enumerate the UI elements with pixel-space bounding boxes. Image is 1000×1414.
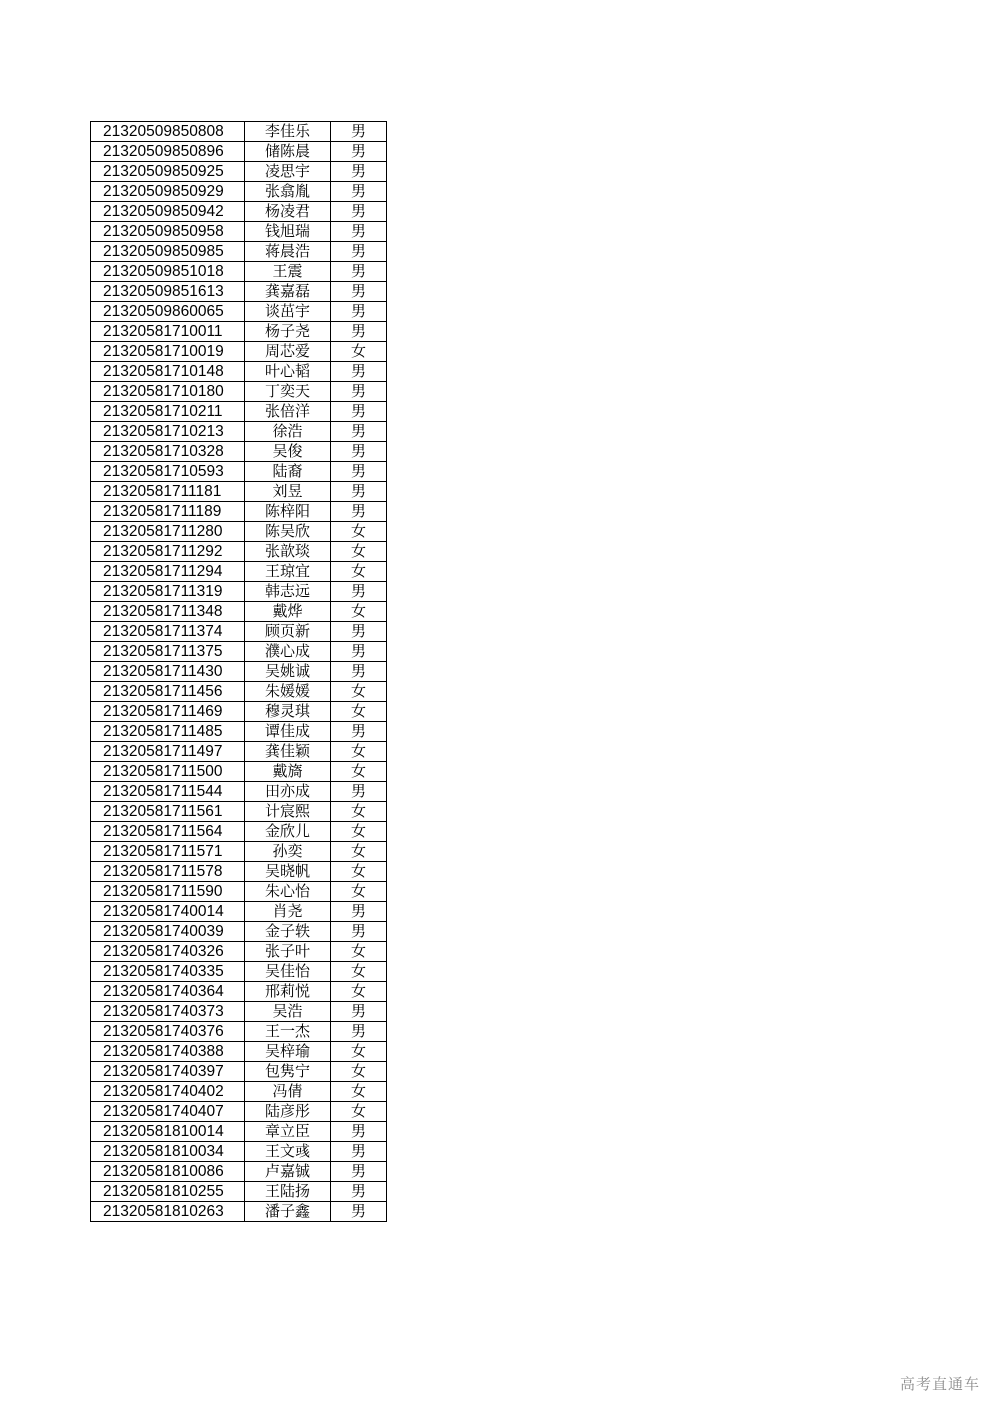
table-row bbox=[91, 522, 387, 542]
table-row bbox=[91, 462, 387, 482]
gender-cell: 女 bbox=[331, 762, 387, 782]
student-name-cell: 张子叶 bbox=[245, 942, 331, 962]
gender-cell: 男 bbox=[331, 782, 387, 802]
gender-cell: 男 bbox=[331, 582, 387, 602]
table-row bbox=[91, 422, 387, 442]
student-name-cell: 王文彧 bbox=[245, 1142, 331, 1162]
gender-cell: 男 bbox=[331, 622, 387, 642]
candidate-id-cell: 21320509851613 bbox=[91, 282, 245, 302]
student-name-cell: 王一杰 bbox=[245, 1022, 331, 1042]
gender-cell: 男 bbox=[331, 462, 387, 482]
candidate-id-cell: 21320581711578 bbox=[91, 862, 245, 882]
gender-cell: 女 bbox=[331, 962, 387, 982]
student-name-cell: 田亦成 bbox=[245, 782, 331, 802]
table-row bbox=[91, 1002, 387, 1022]
gender-cell: 女 bbox=[331, 342, 387, 362]
candidate-id-cell: 21320581711430 bbox=[91, 662, 245, 682]
candidate-id-cell: 21320581740364 bbox=[91, 982, 245, 1002]
gender-cell: 女 bbox=[331, 862, 387, 882]
candidate-id-cell: 21320581740376 bbox=[91, 1022, 245, 1042]
table-row bbox=[91, 1142, 387, 1162]
gender-cell: 男 bbox=[331, 1002, 387, 1022]
student-name-cell: 计宸熙 bbox=[245, 802, 331, 822]
candidate-id-cell: 21320509850985 bbox=[91, 242, 245, 262]
student-name-cell: 龚佳颖 bbox=[245, 742, 331, 762]
table-row bbox=[91, 622, 387, 642]
student-name-cell: 谈茁宇 bbox=[245, 302, 331, 322]
student-name-cell: 叶心韬 bbox=[245, 362, 331, 382]
candidate-id-cell: 21320581810255 bbox=[91, 1182, 245, 1202]
table-row bbox=[91, 382, 387, 402]
gender-cell: 男 bbox=[331, 402, 387, 422]
student-name-cell: 包隽宁 bbox=[245, 1062, 331, 1082]
candidate-id-cell: 21320509851018 bbox=[91, 262, 245, 282]
student-name-cell: 丁奕天 bbox=[245, 382, 331, 402]
student-name-cell: 冯倩 bbox=[245, 1082, 331, 1102]
candidate-id-cell: 21320581710019 bbox=[91, 342, 245, 362]
student-name-cell: 吴佳怡 bbox=[245, 962, 331, 982]
gender-cell: 女 bbox=[331, 542, 387, 562]
gender-cell: 男 bbox=[331, 262, 387, 282]
candidate-id-cell: 21320581740388 bbox=[91, 1042, 245, 1062]
table-row bbox=[91, 1122, 387, 1142]
gender-cell: 男 bbox=[331, 242, 387, 262]
candidate-id-cell: 21320581711181 bbox=[91, 482, 245, 502]
candidate-id-cell: 21320581711456 bbox=[91, 682, 245, 702]
gender-cell: 女 bbox=[331, 1062, 387, 1082]
table-row bbox=[91, 402, 387, 422]
table-row bbox=[91, 362, 387, 382]
candidate-id-cell: 21320581711500 bbox=[91, 762, 245, 782]
candidate-id-cell: 21320581740326 bbox=[91, 942, 245, 962]
table-row bbox=[91, 822, 387, 842]
student-name-cell: 金欣儿 bbox=[245, 822, 331, 842]
table-row bbox=[91, 1042, 387, 1062]
table-row bbox=[91, 662, 387, 682]
gender-cell: 女 bbox=[331, 522, 387, 542]
candidate-id-cell: 21320581710213 bbox=[91, 422, 245, 442]
gender-cell: 男 bbox=[331, 1182, 387, 1202]
student-name-cell: 朱媛媛 bbox=[245, 682, 331, 702]
candidate-id-cell: 21320581710211 bbox=[91, 402, 245, 422]
gender-cell: 男 bbox=[331, 442, 387, 462]
gender-cell: 男 bbox=[331, 202, 387, 222]
candidate-id-cell: 21320581711294 bbox=[91, 562, 245, 582]
table-row bbox=[91, 602, 387, 622]
table-row bbox=[91, 722, 387, 742]
candidate-id-cell: 21320509850942 bbox=[91, 202, 245, 222]
student-name-cell: 金子轶 bbox=[245, 922, 331, 942]
candidate-id-cell: 21320581810263 bbox=[91, 1202, 245, 1222]
gender-cell: 男 bbox=[331, 1162, 387, 1182]
candidate-id-cell: 21320581710328 bbox=[91, 442, 245, 462]
student-name-cell: 徐浩 bbox=[245, 422, 331, 442]
table-row bbox=[91, 842, 387, 862]
student-name-cell: 凌思宇 bbox=[245, 162, 331, 182]
table-row bbox=[91, 262, 387, 282]
gender-cell: 男 bbox=[331, 282, 387, 302]
watermark-text: 高考直通车 bbox=[899, 1375, 980, 1393]
gender-cell: 女 bbox=[331, 742, 387, 762]
student-name-cell: 韩志远 bbox=[245, 582, 331, 602]
table-row bbox=[91, 882, 387, 902]
gender-cell: 男 bbox=[331, 662, 387, 682]
gender-cell: 男 bbox=[331, 902, 387, 922]
gender-cell: 男 bbox=[331, 182, 387, 202]
table-row bbox=[91, 742, 387, 762]
table-row bbox=[91, 1182, 387, 1202]
gender-cell: 女 bbox=[331, 982, 387, 1002]
gender-cell: 男 bbox=[331, 922, 387, 942]
student-name-cell: 谭佳成 bbox=[245, 722, 331, 742]
table-row bbox=[91, 442, 387, 462]
table-row bbox=[91, 902, 387, 922]
table-row bbox=[91, 922, 387, 942]
candidate-id-cell: 21320581711485 bbox=[91, 722, 245, 742]
gender-cell: 男 bbox=[331, 502, 387, 522]
student-name-cell: 卢嘉铖 bbox=[245, 1162, 331, 1182]
candidate-id-cell: 21320581711590 bbox=[91, 882, 245, 902]
student-name-cell: 穆灵琪 bbox=[245, 702, 331, 722]
candidate-id-cell: 21320581710593 bbox=[91, 462, 245, 482]
candidate-id-cell: 21320581810014 bbox=[91, 1122, 245, 1142]
gender-cell: 男 bbox=[331, 162, 387, 182]
gender-cell: 女 bbox=[331, 822, 387, 842]
candidate-id-cell: 21320581710148 bbox=[91, 362, 245, 382]
student-name-cell: 吴姚诚 bbox=[245, 662, 331, 682]
candidate-id-cell: 21320581711571 bbox=[91, 842, 245, 862]
gender-cell: 男 bbox=[331, 382, 387, 402]
candidate-id-cell: 21320581711564 bbox=[91, 822, 245, 842]
table-row bbox=[91, 322, 387, 342]
candidate-id-cell: 21320581711374 bbox=[91, 622, 245, 642]
table-row bbox=[91, 122, 387, 142]
table-row bbox=[91, 542, 387, 562]
student-name-cell: 蒋晨浩 bbox=[245, 242, 331, 262]
student-name-cell: 章立臣 bbox=[245, 1122, 331, 1142]
student-name-cell: 潘子鑫 bbox=[245, 1202, 331, 1222]
student-name-cell: 王陆扬 bbox=[245, 1182, 331, 1202]
student-name-cell: 钱旭瑞 bbox=[245, 222, 331, 242]
table-row bbox=[91, 222, 387, 242]
gender-cell: 男 bbox=[331, 322, 387, 342]
student-name-cell: 陆裔 bbox=[245, 462, 331, 482]
table-row bbox=[91, 162, 387, 182]
gender-cell: 男 bbox=[331, 1142, 387, 1162]
candidate-id-cell: 21320509850808 bbox=[91, 122, 245, 142]
candidate-id-cell: 21320581740407 bbox=[91, 1102, 245, 1122]
student-name-cell: 陈梓阳 bbox=[245, 502, 331, 522]
gender-cell: 男 bbox=[331, 482, 387, 502]
candidate-id-cell: 21320581711348 bbox=[91, 602, 245, 622]
gender-cell: 男 bbox=[331, 722, 387, 742]
candidate-id-cell: 21320509850925 bbox=[91, 162, 245, 182]
table-row bbox=[91, 762, 387, 782]
table-row bbox=[91, 962, 387, 982]
gender-cell: 女 bbox=[331, 802, 387, 822]
gender-cell: 女 bbox=[331, 882, 387, 902]
gender-cell: 女 bbox=[331, 562, 387, 582]
table-row bbox=[91, 562, 387, 582]
candidate-id-cell: 21320581711375 bbox=[91, 642, 245, 662]
gender-cell: 女 bbox=[331, 1102, 387, 1122]
student-roster-table bbox=[90, 121, 387, 1222]
gender-cell: 男 bbox=[331, 122, 387, 142]
table-row bbox=[91, 782, 387, 802]
table-row bbox=[91, 1202, 387, 1222]
student-name-cell: 刘昱 bbox=[245, 482, 331, 502]
candidate-id-cell: 21320509850929 bbox=[91, 182, 245, 202]
gender-cell: 男 bbox=[331, 142, 387, 162]
gender-cell: 女 bbox=[331, 602, 387, 622]
student-name-cell: 孙奕 bbox=[245, 842, 331, 862]
candidate-id-cell: 21320509860065 bbox=[91, 302, 245, 322]
table-row bbox=[91, 982, 387, 1002]
student-name-cell: 陈吴欣 bbox=[245, 522, 331, 542]
student-name-cell: 戴烨 bbox=[245, 602, 331, 622]
table-row bbox=[91, 862, 387, 882]
candidate-id-cell: 21320581740014 bbox=[91, 902, 245, 922]
table-row bbox=[91, 1062, 387, 1082]
candidate-id-cell: 21320581740402 bbox=[91, 1082, 245, 1102]
candidate-id-cell: 21320581710180 bbox=[91, 382, 245, 402]
student-name-cell: 邢莉悦 bbox=[245, 982, 331, 1002]
table-row bbox=[91, 142, 387, 162]
student-name-cell: 李佳乐 bbox=[245, 122, 331, 142]
gender-cell: 女 bbox=[331, 702, 387, 722]
gender-cell: 男 bbox=[331, 422, 387, 442]
candidate-id-cell: 21320581810086 bbox=[91, 1162, 245, 1182]
candidate-id-cell: 21320581710011 bbox=[91, 322, 245, 342]
candidate-id-cell: 21320581810034 bbox=[91, 1142, 245, 1162]
table-row bbox=[91, 582, 387, 602]
gender-cell: 女 bbox=[331, 842, 387, 862]
candidate-id-cell: 21320581711319 bbox=[91, 582, 245, 602]
gender-cell: 男 bbox=[331, 642, 387, 662]
candidate-id-cell: 21320581711469 bbox=[91, 702, 245, 722]
gender-cell: 男 bbox=[331, 1122, 387, 1142]
table-row bbox=[91, 702, 387, 722]
candidate-id-cell: 21320509850958 bbox=[91, 222, 245, 242]
candidate-id-cell: 21320581711292 bbox=[91, 542, 245, 562]
student-name-cell: 吴浩 bbox=[245, 1002, 331, 1022]
gender-cell: 男 bbox=[331, 1022, 387, 1042]
roster-body bbox=[91, 122, 387, 1222]
student-name-cell: 吴梓瑜 bbox=[245, 1042, 331, 1062]
table-row bbox=[91, 1162, 387, 1182]
gender-cell: 女 bbox=[331, 942, 387, 962]
table-row bbox=[91, 482, 387, 502]
table-row bbox=[91, 242, 387, 262]
candidate-id-cell: 21320581740397 bbox=[91, 1062, 245, 1082]
gender-cell: 男 bbox=[331, 222, 387, 242]
table-row bbox=[91, 802, 387, 822]
table-row bbox=[91, 502, 387, 522]
table-row bbox=[91, 682, 387, 702]
student-name-cell: 戴旖 bbox=[245, 762, 331, 782]
student-name-cell: 朱心怡 bbox=[245, 882, 331, 902]
student-name-cell: 王震 bbox=[245, 262, 331, 282]
table-row bbox=[91, 302, 387, 322]
student-name-cell: 肖尧 bbox=[245, 902, 331, 922]
student-name-cell: 杨凌君 bbox=[245, 202, 331, 222]
gender-cell: 女 bbox=[331, 682, 387, 702]
student-name-cell: 王琼宜 bbox=[245, 562, 331, 582]
student-name-cell: 周芯爱 bbox=[245, 342, 331, 362]
table-row bbox=[91, 1102, 387, 1122]
student-name-cell: 吴晓帆 bbox=[245, 862, 331, 882]
table-row bbox=[91, 1082, 387, 1102]
table-row bbox=[91, 642, 387, 662]
student-name-cell: 龚嘉磊 bbox=[245, 282, 331, 302]
student-name-cell: 杨子尧 bbox=[245, 322, 331, 342]
gender-cell: 女 bbox=[331, 1042, 387, 1062]
student-name-cell: 张倍洋 bbox=[245, 402, 331, 422]
candidate-id-cell: 21320581740373 bbox=[91, 1002, 245, 1022]
student-name-cell: 储陈晨 bbox=[245, 142, 331, 162]
gender-cell: 男 bbox=[331, 362, 387, 382]
student-name-cell: 陆彦彤 bbox=[245, 1102, 331, 1122]
gender-cell: 男 bbox=[331, 1202, 387, 1222]
candidate-id-cell: 21320581711280 bbox=[91, 522, 245, 542]
candidate-id-cell: 21320581711544 bbox=[91, 782, 245, 802]
candidate-id-cell: 21320581711189 bbox=[91, 502, 245, 522]
candidate-id-cell: 21320581740335 bbox=[91, 962, 245, 982]
student-name-cell: 张翕胤 bbox=[245, 182, 331, 202]
student-name-cell: 顾页新 bbox=[245, 622, 331, 642]
student-name-cell: 张歆琰 bbox=[245, 542, 331, 562]
student-name-cell: 吴俊 bbox=[245, 442, 331, 462]
gender-cell: 男 bbox=[331, 302, 387, 322]
table-row bbox=[91, 342, 387, 362]
table-row bbox=[91, 202, 387, 222]
student-name-cell: 濮心成 bbox=[245, 642, 331, 662]
candidate-id-cell: 21320581711497 bbox=[91, 742, 245, 762]
table-row bbox=[91, 1022, 387, 1042]
table-row bbox=[91, 282, 387, 302]
table-row bbox=[91, 182, 387, 202]
candidate-id-cell: 21320581740039 bbox=[91, 922, 245, 942]
candidate-id-cell: 21320509850896 bbox=[91, 142, 245, 162]
table-row bbox=[91, 942, 387, 962]
gender-cell: 女 bbox=[331, 1082, 387, 1102]
candidate-id-cell: 21320581711561 bbox=[91, 802, 245, 822]
